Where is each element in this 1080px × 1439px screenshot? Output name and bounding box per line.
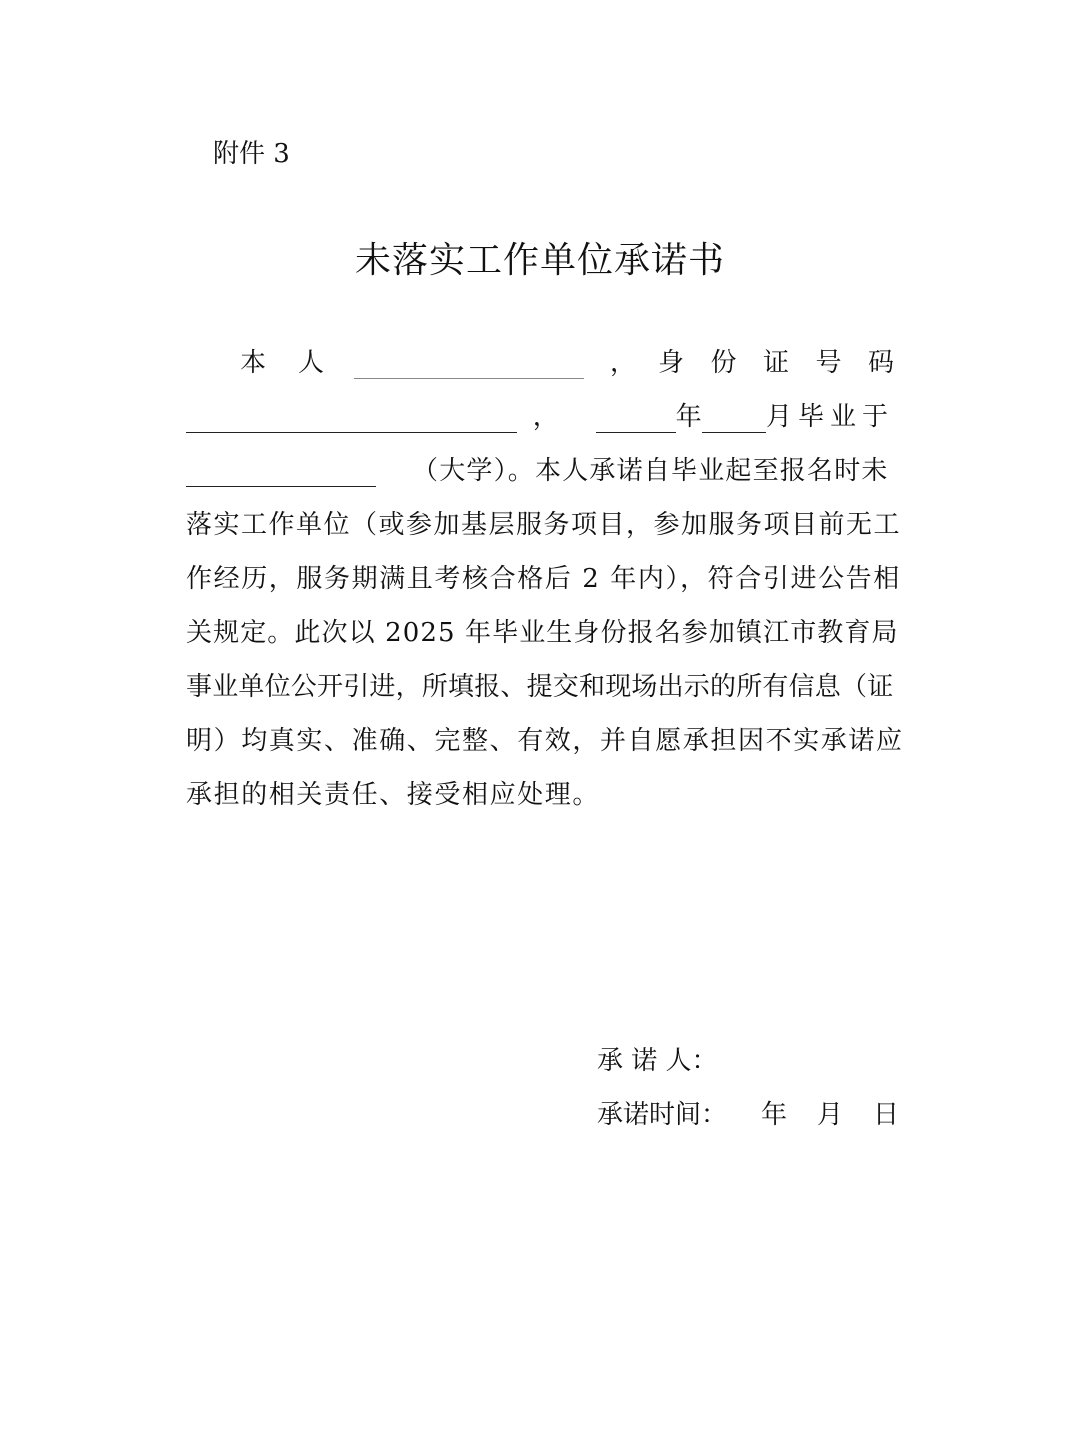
body-line-5: 作经历，服务期满且考核合格后 2 年内），符合引进公告相: [186, 564, 901, 594]
body-line-7: 事业单位公开引进，所填报、提交和现场出示的所有信息（证: [186, 672, 894, 702]
month-graduated-label: 月毕业于: [765, 402, 894, 432]
page-title: 未落实工作单位承诺书: [354, 240, 725, 281]
promise-date-label: 承诺时间：: [597, 1100, 728, 1130]
name-blank[interactable]: [354, 348, 584, 379]
body-line-9: 承担的相关责任、接受相应处理。: [186, 780, 601, 810]
date-day: 日: [873, 1100, 900, 1130]
text-zheng: 证: [763, 348, 790, 378]
promise-date-row: [597, 1094, 899, 1131]
comma: ，: [532, 402, 559, 432]
text-fen: 份: [710, 348, 737, 378]
text-ren: 人: [298, 348, 325, 378]
text-ma: 码: [867, 348, 894, 378]
text-hao: 号: [815, 348, 842, 378]
id-number-blank[interactable]: [186, 402, 517, 433]
university-blank[interactable]: [186, 456, 376, 487]
body-line-4: 落实工作单位（或参加基层服务项目，参加服务项目前无工: [186, 510, 902, 540]
comma: ，: [610, 348, 637, 378]
text-ben: 本: [240, 348, 267, 378]
body-line-6: 关规定。此次以 2025 年毕业生身份报名参加镇江市教育局: [186, 618, 899, 648]
commitment-body: [186, 336, 904, 822]
university-text: （大学）。本人承诺自毕业起至报名时未: [412, 456, 889, 486]
grad-year-blank[interactable]: [596, 402, 676, 433]
body-line-2: [186, 390, 894, 444]
promisor-label: 承 诺 人：: [597, 1046, 718, 1076]
attachment-label: 附件 3: [213, 139, 290, 169]
body-line-1: [186, 336, 894, 390]
date-month: 月: [817, 1100, 844, 1130]
date-year: 年: [761, 1100, 788, 1130]
text-shen: 身: [658, 348, 685, 378]
grad-month-blank[interactable]: [702, 402, 766, 433]
body-line-8: 明）均真实、准确、完整、有效，并自愿承担因不实承诺应: [186, 726, 904, 756]
body-line-3: [186, 444, 894, 498]
year-label: 年: [675, 402, 702, 432]
